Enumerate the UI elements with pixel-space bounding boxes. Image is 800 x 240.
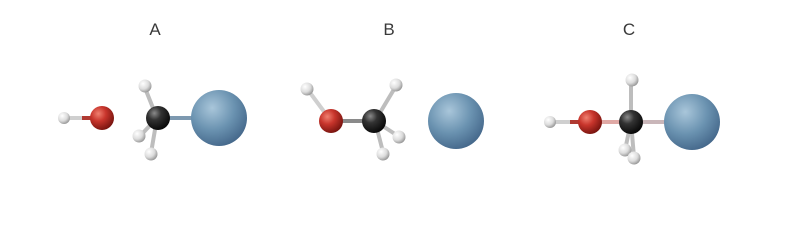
leaving-group-atom: [191, 90, 247, 146]
oxygen-atom: [90, 106, 114, 130]
hydrogen-atom: [133, 130, 146, 143]
leaving-group-atom: [428, 93, 484, 149]
hydrogen-atom: [139, 80, 152, 93]
hydrogen-atom: [544, 116, 556, 128]
carbon-atom: [146, 106, 170, 130]
leaving-group-atom: [664, 94, 720, 150]
hydrogen-atom: [628, 152, 641, 165]
hydrogen-atom: [301, 83, 314, 96]
hydrogen-atom: [390, 79, 403, 92]
hydrogen-atom: [393, 131, 406, 144]
molecule-panel-c: [544, 74, 720, 165]
molecule-panel-b: [301, 79, 485, 161]
hydrogen-atom: [626, 74, 639, 87]
hydrogen-atom: [145, 148, 158, 161]
oxygen-atom: [319, 109, 343, 133]
panel-b-label: B: [383, 20, 395, 39]
panel-c-label: C: [622, 20, 636, 39]
hydrogen-atom: [377, 148, 390, 161]
hydrogen-atom: [58, 112, 70, 124]
panel-a-label: A: [149, 20, 161, 39]
molecule-panel-a: [58, 80, 247, 161]
carbon-atom: [619, 110, 643, 134]
carbon-atom: [362, 109, 386, 133]
oxygen-atom: [578, 110, 602, 134]
